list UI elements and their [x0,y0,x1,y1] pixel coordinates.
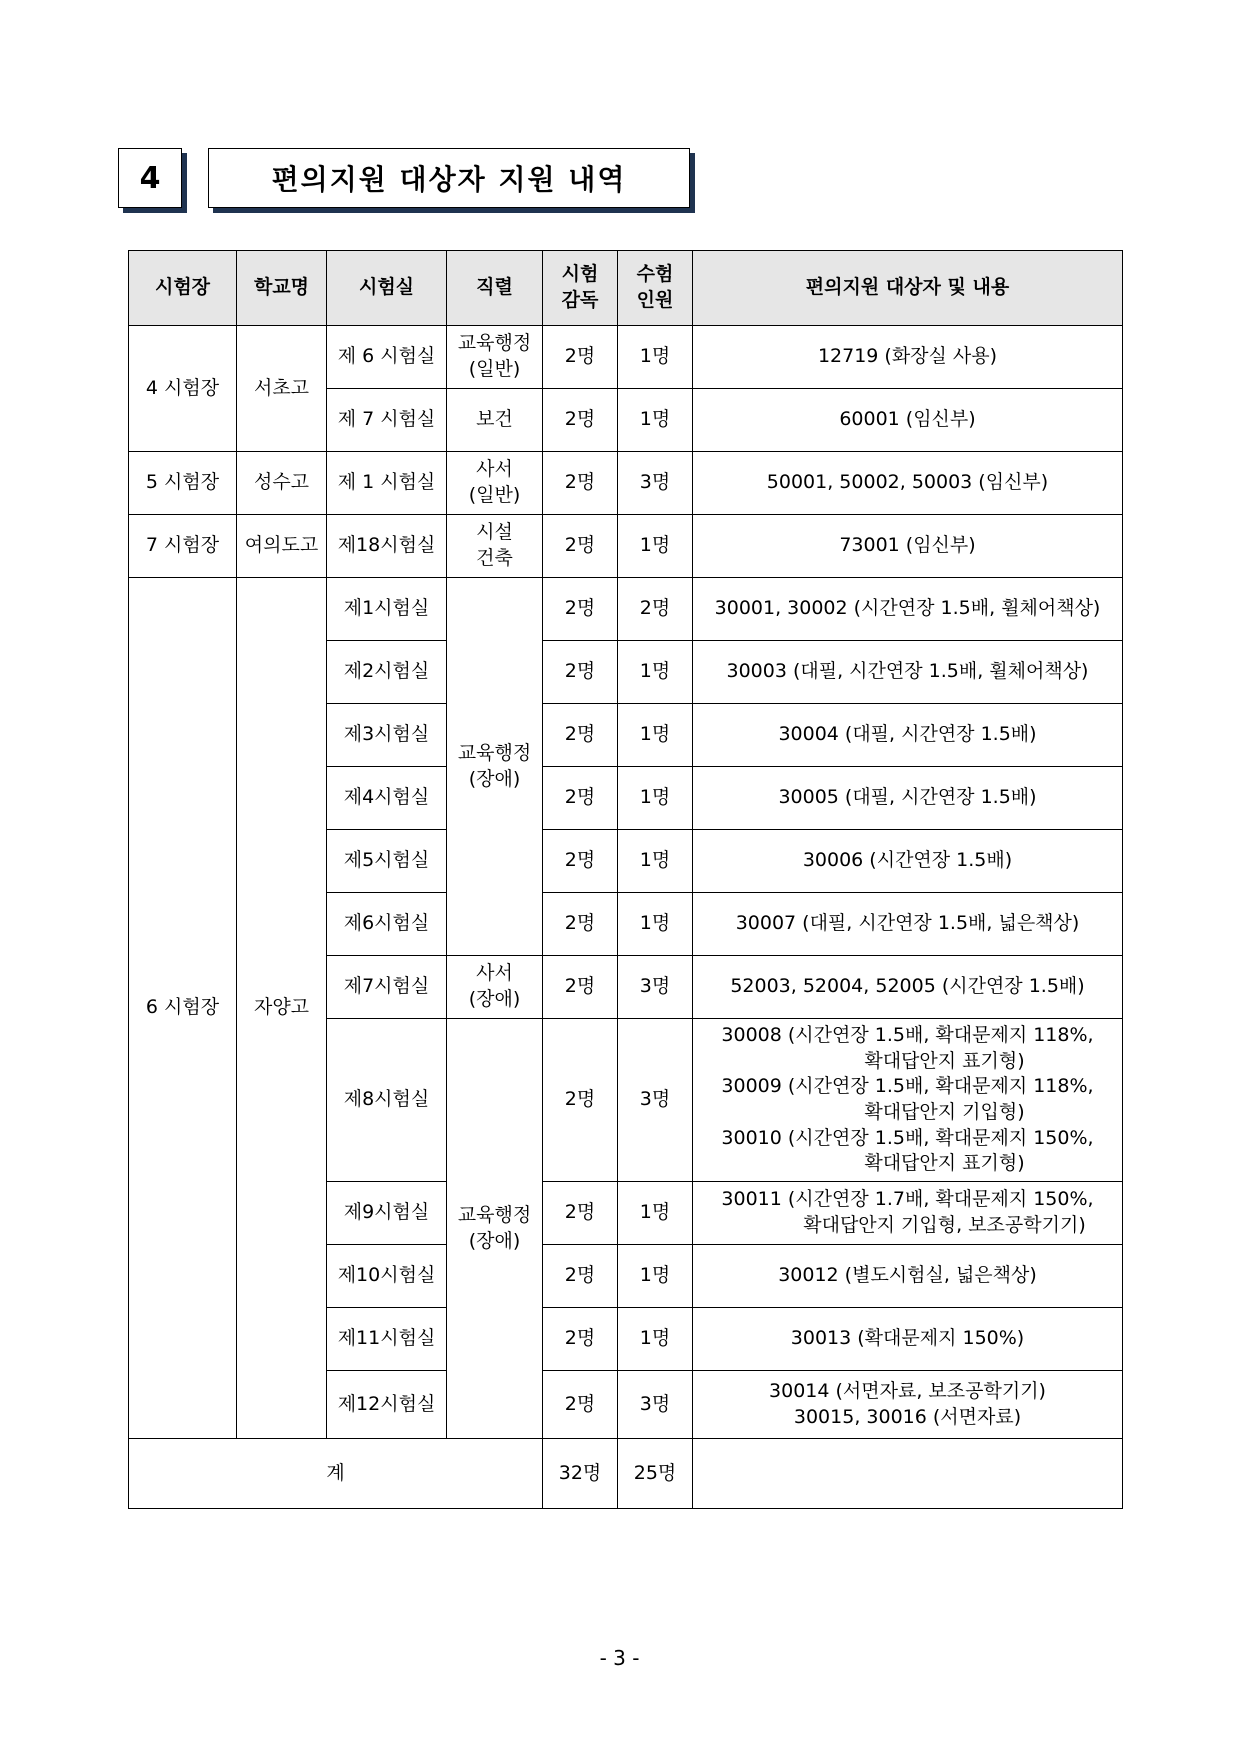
examinees-cell: 1명 [618,767,693,830]
header-row [129,251,1123,326]
job-cell [447,326,543,389]
detail-line: 확대답안지 기입형) [864,1101,1025,1123]
job-cell [447,578,543,956]
details-cell [693,1182,1123,1245]
room-cell: 제7시험실 [327,956,447,1019]
examinees-cell: 2명 [618,578,693,641]
total-details [693,1439,1123,1509]
table-row [129,515,1123,578]
venue-cell: 4 시험장 [129,326,237,452]
examinees-cell: 1명 [618,389,693,452]
section-number-box [118,148,182,208]
job-l2: (일반) [468,358,521,380]
header-venue: 시험장 [129,251,237,326]
job-l1: 시설 [476,521,513,544]
job-cell [447,956,543,1019]
details-cell: 52003, 52004, 52005 (시간연장 1.5배) [693,956,1123,1019]
room-cell: 제2시험실 [327,641,447,704]
details-cell: 50001, 50002, 50003 (임신부) [693,452,1123,515]
supervisors-cell: 2명 [543,326,618,389]
header-examinees-l2: 인원 [636,289,674,311]
header-examinees [618,251,693,326]
total-label: 계 [129,1439,543,1509]
job-l1: 사서 [476,458,513,481]
page-number: - 3 - [599,1646,640,1670]
header-supervisors [543,251,618,326]
examinees-cell: 3명 [618,956,693,1019]
job-l1: 사서 [476,962,513,985]
supervisors-cell: 2명 [543,578,618,641]
room-cell: 제5시험실 [327,830,447,893]
examinees-cell: 1명 [618,326,693,389]
detail-line: 확대답안지 표기형) [864,1152,1025,1175]
job-cell [447,515,543,578]
job-l2: 건축 [476,547,513,569]
details-cell: 30005 (대필, 시간연장 1.5배) [693,767,1123,830]
venue-cell: 7 시험장 [129,515,237,578]
header-supervisors-l2: 감독 [561,289,599,311]
supervisors-cell: 2명 [543,704,618,767]
table-row [129,326,1123,389]
detail-line: 확대답안지 기입형, 보조공학기기) [803,1214,1086,1236]
detail-line: 30009 (시간연장 1.5배, 확대문제지 118%, [721,1075,1094,1098]
school-cell: 자양고 [237,578,327,1439]
job-l2: (장애) [468,988,521,1010]
examinees-cell: 1명 [618,830,693,893]
support-table [128,250,1123,1509]
room-cell: 제1시험실 [327,578,447,641]
supervisors-cell: 2명 [543,893,618,956]
room-cell: 제 6 시험실 [327,326,447,389]
job-l2: (장애) [468,1229,521,1252]
supervisors-cell: 2명 [543,1182,618,1245]
section-title: 편의지원 대상자 지원 내역 [271,163,627,196]
job-l2: (일반) [468,484,521,506]
header-job: 직렬 [447,251,543,326]
school-cell: 여의도고 [237,515,327,578]
supervisors-cell: 2명 [543,767,618,830]
header-supervisors-l1: 시험 [561,263,599,286]
examinees-cell: 1명 [618,1182,693,1245]
section-title-box [208,148,690,208]
details-cell: 73001 (임신부) [693,515,1123,578]
total-row [129,1439,1123,1509]
detail-line: 30008 (시간연장 1.5배, 확대문제지 118%, [721,1024,1094,1047]
room-cell: 제3시험실 [327,704,447,767]
total-examinees: 25명 [618,1439,693,1509]
details-cell: 30006 (시간연장 1.5배) [693,830,1123,893]
examinees-cell: 1명 [618,515,693,578]
room-cell: 제 7 시험실 [327,389,447,452]
section-number: 4 [139,160,161,196]
header-examinees-l1: 수험 [636,263,674,286]
supervisors-cell: 2명 [543,641,618,704]
examinees-cell: 3명 [618,452,693,515]
room-cell: 제4시험실 [327,767,447,830]
room-cell: 제10시험실 [327,1245,447,1308]
room-cell: 제6시험실 [327,893,447,956]
detail-line: 30014 (서면자료, 보조공학기기) [769,1379,1046,1402]
examinees-cell: 1명 [618,1308,693,1371]
room-cell: 제8시험실 [327,1019,447,1182]
table-row [129,452,1123,515]
job-l1: 교육행정 [457,1203,532,1226]
examinees-cell: 1명 [618,704,693,767]
details-cell: 60001 (임신부) [693,389,1123,452]
details-cell: 30001, 30002 (시간연장 1.5배, 휠체어책상) [693,578,1123,641]
examinees-cell: 3명 [618,1019,693,1182]
header-room: 시험실 [327,251,447,326]
details-cell: 30012 (별도시험실, 넓은책상) [693,1245,1123,1308]
supervisors-cell: 2명 [543,389,618,452]
venue-cell: 5 시험장 [129,452,237,515]
details-cell [693,1019,1123,1182]
room-cell: 제18시험실 [327,515,447,578]
details-cell: 12719 (화장실 사용) [693,326,1123,389]
detail-line: 확대답안지 표기형) [864,1049,1025,1072]
header-school: 학교명 [237,251,327,326]
details-cell: 30007 (대필, 시간연장 1.5배, 넓은책상) [693,893,1123,956]
room-cell: 제11시험실 [327,1308,447,1371]
room-cell: 제12시험실 [327,1371,447,1439]
detail-line: 30011 (시간연장 1.7배, 확대문제지 150%, [721,1188,1094,1211]
detail-line: 30015, 30016 (서면자료) [793,1405,1022,1428]
detail-line: 30010 (시간연장 1.5배, 확대문제지 150%, [721,1126,1094,1149]
supervisors-cell: 2명 [543,452,618,515]
school-cell: 성수고 [237,452,327,515]
job-cell [447,452,543,515]
job-l1: 교육행정 [457,332,532,355]
examinees-cell: 3명 [618,1371,693,1439]
table-row [129,578,1123,641]
examinees-cell: 1명 [618,893,693,956]
details-cell [693,1371,1123,1439]
supervisors-cell: 2명 [543,830,618,893]
supervisors-cell: 2명 [543,956,618,1019]
details-cell: 30013 (확대문제지 150%) [693,1308,1123,1371]
job-l2: (장애) [468,767,521,790]
details-cell: 30003 (대필, 시간연장 1.5배, 휠체어책상) [693,641,1123,704]
supervisors-cell: 2명 [543,1308,618,1371]
header-details: 편의지원 대상자 및 내용 [693,251,1123,326]
total-supervisors: 32명 [543,1439,618,1509]
examinees-cell: 1명 [618,1245,693,1308]
examinees-cell: 1명 [618,641,693,704]
room-cell: 제 1 시험실 [327,452,447,515]
room-cell: 제9시험실 [327,1182,447,1245]
job-cell [447,1019,543,1439]
job-cell: 보건 [447,389,543,452]
supervisors-cell: 2명 [543,1019,618,1182]
supervisors-cell: 2명 [543,515,618,578]
job-l1: 교육행정 [457,741,532,764]
school-cell: 서초고 [237,326,327,452]
details-cell: 30004 (대필, 시간연장 1.5배) [693,704,1123,767]
venue-cell: 6 시험장 [129,578,237,1439]
supervisors-cell: 2명 [543,1245,618,1308]
supervisors-cell: 2명 [543,1371,618,1439]
